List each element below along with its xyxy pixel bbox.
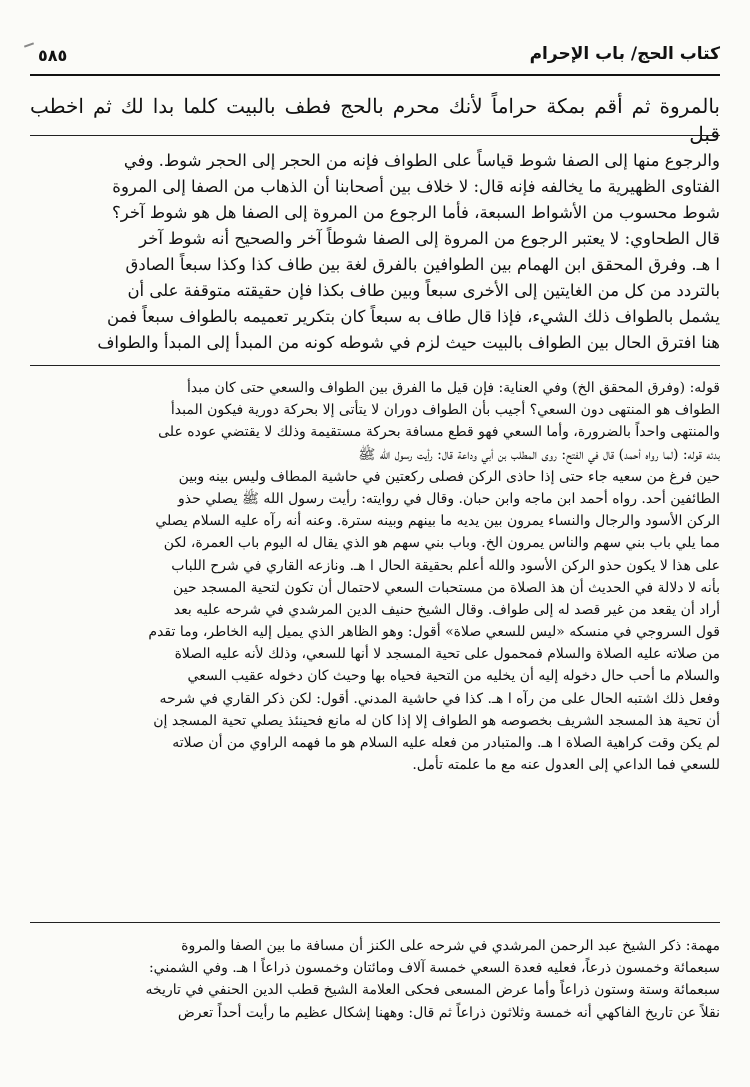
footnote-line: والمنتهى واحداً بالضرورة، وأما السعي فهو قطع مسافة بحركة مستقيمة وذلك لا يقتضي عوده على — [158, 424, 720, 441]
footnote-line: على هذا لا يكون حذو الركن الأسود والله أعلم بحقيقة الحال ا هـ. ونازعه القاري في شرح اللباب — [171, 557, 720, 574]
commentary-line: الفتاوى الظهيرية ما يخالفه فإنه قال: لا خلاف بين أصحابنا أن الذهاب من الصفا إلى المروة — [112, 177, 720, 196]
footnote-line: الركن الأسود والرجال والنساء يمرون بين يديه ما بينهم وبينه سترة. وعنه أنه رآه عليه السلام يصلي — [155, 513, 720, 530]
main-divider — [30, 135, 720, 136]
footnote-line: بدئه قوله: (لما رواه أحمد) قال في الفتح: روى المطلب بن أبي وداعة قال: رأيت رسول الله ﷺ — [358, 446, 720, 463]
footnote-divider — [30, 365, 720, 366]
note-block — [30, 935, 720, 1024]
page-number: ٥٨٥ — [38, 46, 68, 65]
footnote-line: أراد أن يقعد من غير قصد له إلى طواف. وقال الشيخ حنيف الدين المرشدي في شرحه عليه بعد — [173, 601, 720, 618]
commentary-line: هنا افترق الحال بين الطواف بالبيت حيث لزم في شوطه كونه من المبدأ إلى المبدأ والطواف — [97, 333, 720, 352]
commentary-line: بالتردد من كل من الغايتين إلى الأخرى سبعاً وبين طاف بكذا فإن حقيقته متوقفة على أن — [127, 281, 720, 300]
commentary-line: ا هـ. وفرق المحقق ابن الهمام بين الطوافين بالفرق لغة بين طاف كذا وكذا سبعاً الصادق — [125, 255, 720, 274]
footnote-line: مما يلي باب بني سهم والناس يمرون الخ. وباب بني سهم هو الذي يقال له اليوم باب العمرة، لكن — [163, 535, 720, 552]
footnote-line: بأنه لا دلالة في الحديث أن هذ الصلاة من مستحبات السعي لاحتمال أن تكون لتحية المسجد حين — [173, 579, 720, 596]
commentary-block — [30, 148, 720, 356]
footnote-line: والسلام ما أحب حال دخوله إليه أن يخليه من التحية فحياه بها وحيث كان دخوله عقيب السعي — [187, 668, 720, 685]
book-title: كتاب الحج/ باب الإحرام — [529, 44, 720, 64]
note-divider — [30, 922, 720, 923]
footnote-line: لم يكن وقت كراهية الصلاة ا هـ. والمتبادر من فعله عليه السلام هو ما فهمه الراوي من أن صلاته — [172, 735, 720, 751]
note-line: نقلاً عن تاريخ الفاكهي أنه خمسة وثلاثون ذراعاً ثم قال: وههنا إشكال عظيم ما رأيت أحداً تعرض — [177, 1004, 720, 1021]
note-line: سبعمائة وخمسون ذرعاً، فعليه فعدة السعي خمسة آلاف ومائتان وخمسون ذراعاً ا هـ. وفي الشمني: — [148, 960, 720, 977]
running-header — [30, 40, 720, 76]
footnote-line: قول السروجي في منسكه «ليس للسعي صلاة» أقول: وهو الظاهر الذي يميل إليه الخاطر، وما تقدم — [148, 624, 720, 641]
footnote-line: وفعل ذلك اشتبه الحال على من رآه ا هـ. كذا في حاشية المدني. أقول: لكن ذكر القاري في شرحه — [159, 690, 720, 707]
commentary-line: شوط محسوب من الأشواط السبعة، فأما الرجوع من المروة إلى الصفا هل هو شوط آخر؟ — [112, 203, 720, 222]
note-line: مهمة: ذكر الشيخ عبد الرحمن المرشدي في شرحه على الكنز أن مسافة ما بين الصفا والمروة — [181, 938, 720, 954]
footnote-line: من صلاته عليه الصلاة والسلام فمحمول على تحية المسجد لا أنها للسعي، وذلك لأنه عليه الصلاة — [174, 646, 720, 663]
main-text: بالمروة ثم أقم بمكة حراماً لأنك محرم بالحج فطف بالبيت كلما بدا لك ثم اخطب قبل — [30, 94, 720, 146]
footnote-line: الطواف هو المنتهى دون السعي؟ أجيب بأن الطواف دوران لا يتأتى إلا بحركة دورية فيكون المبدأ — [170, 402, 720, 419]
footnote-line: للسعي فما الداعي إلى العدول عنه مع ما علمته تأمل. — [412, 757, 720, 774]
footnote-line: الطائفين أحد. رواه أحمد ابن ماجه وابن حبان. وقال في روايته: رأيت رسول الله ﷺ يصلي حذو — [177, 490, 720, 507]
note-line: سبعمائة وستة وستون ذراعاً وأما عرض المسعى فحكى العلامة الشيخ قطب الدين الحنفي في تاريخه — [145, 982, 720, 999]
footnote-line: أن تحية هذ المسجد الشريف بخصوصه هو الطواف إلا إذا كان له مانع فحينئذ يصلي تحية المسجد إن — [153, 712, 720, 729]
footnote-block — [30, 377, 720, 776]
footnote-line: قوله: (وفرق المحقق الخ) وفي العناية: فإن قيل ما الفرق بين الطواف والسعي حتى كان مبدأ — [187, 380, 720, 396]
footnote-line: حين فرغ من سعيه جاء حتى إذا حاذى الركن فصلى ركعتين في حاشية المطاف وليس بينه وبين — [178, 468, 720, 485]
commentary-line: قال الطحاوي: لا يعتبر الرجوع من المروة إلى الصفا شوطاً آخر والصحيح أنه شوط آخر — [139, 229, 720, 248]
commentary-line: يشمل بالطواف ذلك الشيء، فإذا قال طاف به سبعاً كان بتكرير تعميمه بالطواف سبعاً فمن — [107, 307, 720, 326]
commentary-line: والرجوع منها إلى الصفا شوط قياساً على الطواف فإنه من الحجر إلى الحجر شوط. وفي — [123, 151, 720, 170]
